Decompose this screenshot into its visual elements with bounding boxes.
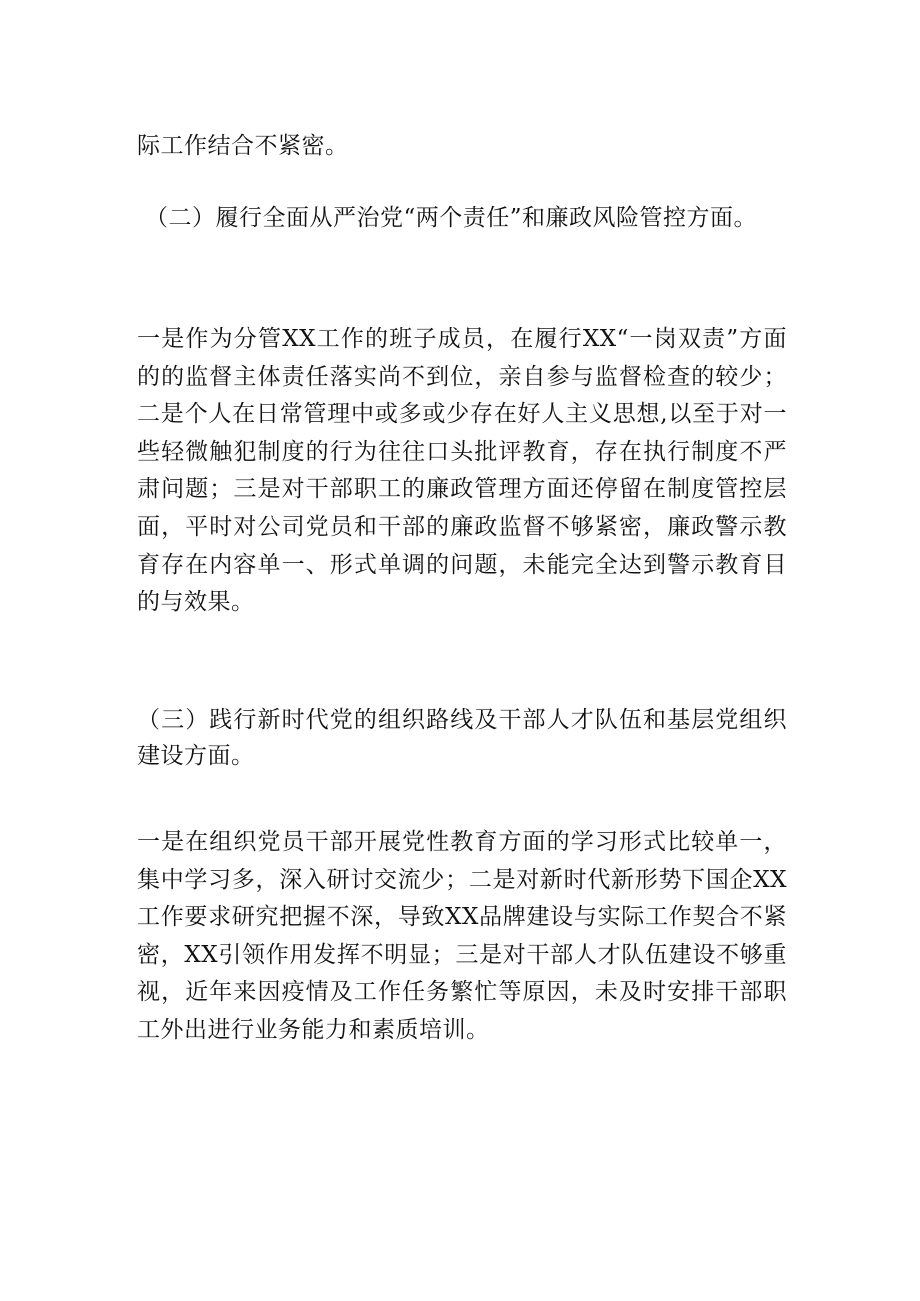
section-3-heading: （三）践行新时代党的组织路线及干部人才队伍和基层党组织建设方面。 (137, 707, 787, 769)
section-2-body: 一是作为分管XX工作的班子成员，在履行XX“一岗双责”方面的的监督主体责任落实尚不到位，亲自参与监督检查的较少；二是个人在日常管理中或多或少存在好人主义思想,以至于对一些轻微触犯制度的行为往往口头批评教育，存在执行制度不严肃问题；三是对干部职工的廉政管理方面还停留在制度管控层面，平时对公司党员和干部的廉政监督不够紧密，廉政警示教育存在内容单一、形式单调的问题，未能完全达到警示教育目的与效果。 (137, 326, 787, 616)
section-3-body: 一是在组织党员干部开展党性教育方面的学习形式比较单一，集中学习多，深入研讨交流少；二是对新时代新形势下国企XX工作要求研究把握不深，导致XX品牌建设与实际工作契合不紧密，XX引领作用发挥不明显；三是对干部人才队伍建设不够重视，近年来因疫情及工作任务繁忙等原因，未及时安排干部职工外出进行业务能力和素质培训。 (137, 829, 787, 1043)
paragraph-fragment: 际工作结合不紧密。 (137, 133, 349, 159)
section-2-heading: （二）履行全面从严治党“两个责任”和廉政风险管控方面。 (145, 205, 758, 231)
